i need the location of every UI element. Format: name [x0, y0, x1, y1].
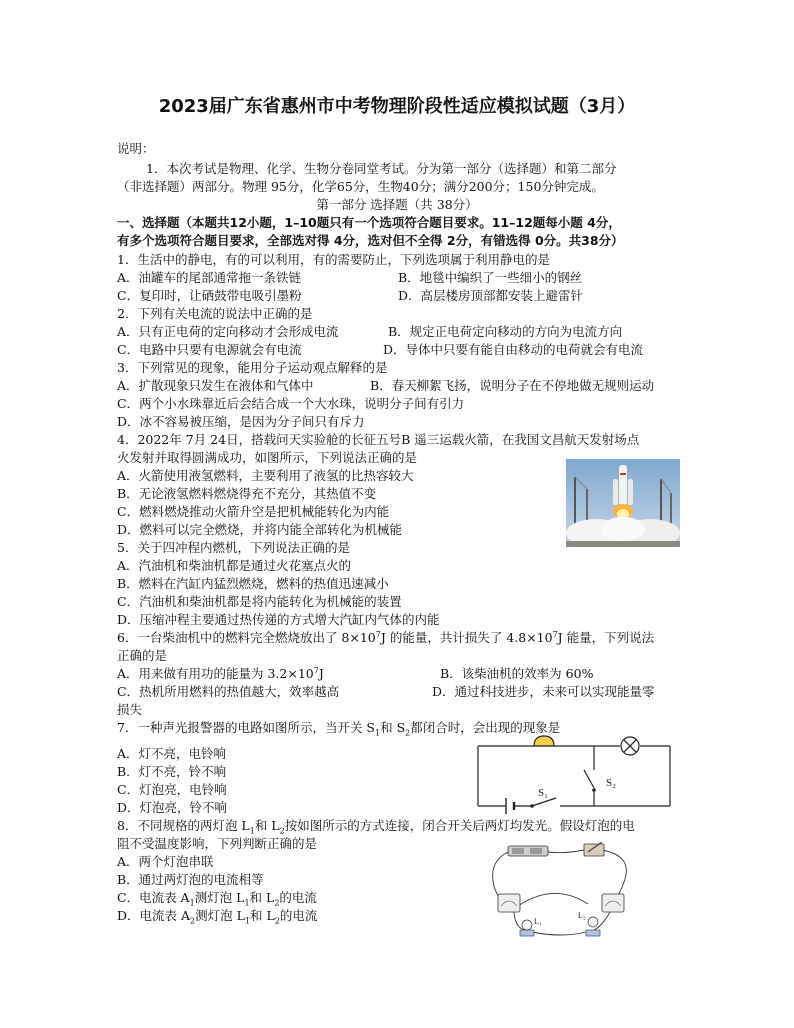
- q1-option-c: C．复印时，让硒鼓带电吸引墨粉: [117, 288, 302, 303]
- q2-option-b: B．规定正电荷定向移动的方向为电流方向: [388, 324, 623, 339]
- notes-line-1: 1．本次考试是物理、化学、生物分卷同堂考试。分为第一部分（选择题）和第二部分: [146, 161, 617, 176]
- section-1-instructions-2: 有多个选项符合题目要求，全部选对得 4分，选对但不全得 2分，有错选得 0分。共38分）: [117, 233, 624, 248]
- q6-option-c: C．热机所用燃料的热值越大，效率越高: [117, 684, 340, 699]
- q1-option-d: D．高层楼房顶部都安装上避雷针: [398, 288, 584, 303]
- q4-stem-1: 4．2022年 7月 24日，搭载问天实验舱的长征五号B 遥三运载火箭，在我国文昌航天发射场点: [117, 432, 640, 447]
- q3-option-a: A．扩散现象只发生在液体和气体中: [117, 378, 314, 393]
- q6-option-a: A．用来做有用功的能量为 $3.2\times 10^7J$: [117, 665, 324, 681]
- bulb-l1-label: L₁: [534, 917, 542, 926]
- q8-option-c: C．电流表 $A_1$测灯泡 $L_1$和 $L_2$的电流: [117, 890, 317, 908]
- q6-option-d-2: 损失: [117, 702, 143, 717]
- q6-option-b: B．该柴油机的效率为 60%: [440, 666, 594, 681]
- q2-option-a: A．只有正电荷的定向移动才会形成电流: [117, 324, 339, 339]
- two-bulb-circuit-diagram: [484, 842, 640, 942]
- q8-stem-1: 8．不同规格的两灯泡 $L_1$和 $L_2$按如图所示的方式连接，闭合开关后两灯均发光。假设灯泡的电: [117, 818, 635, 836]
- notes-heading: 说明：: [117, 141, 155, 156]
- q3-option-c: C．两个小水珠靠近后会结合成一个大水珠，说明分子间有引力: [117, 396, 465, 411]
- q7-option-a: A．灯不亮，电铃响: [117, 746, 227, 761]
- q3-stem: 3．下列常见的现象，能用分子运动观点解释的是: [117, 360, 388, 375]
- q6-option-d-1: D．通过科技进步，未来可以实现能量零: [432, 684, 655, 699]
- part-1-heading: 第一部分 选择题（共 38分）: [316, 197, 478, 212]
- q2-stem: 2．下列有关电流的说法中正确的是: [117, 306, 313, 321]
- page-title: 2023届广东省惠州市中考物理阶段性适应模拟试题（3月）: [158, 96, 636, 117]
- q1-stem: 1．生活中的静电，有的可以利用，有的需要防止，下列选项属于利用静电的是: [117, 252, 550, 267]
- q4-option-b: B．无论液氢燃料燃烧得充不充分，其热值不变: [117, 486, 377, 501]
- q2-option-d: D．导体中只要有能自由移动的电荷就会有电流: [383, 342, 644, 357]
- q5-option-a: A．汽油机和柴油机都是通过火花塞点火的: [117, 558, 352, 573]
- q3-option-b: B．春天柳絮飞扬，说明分子在不停地做无规则运动: [370, 378, 655, 393]
- q2-option-c: C．电路中只要有电源就会有电流: [117, 342, 302, 357]
- q6-stem-2: 正确的是: [117, 648, 168, 663]
- notes-line-2: （非选择题）两部分。物理 95分，化学65分，生物40分；满分200分；150分钟完成。: [117, 179, 604, 194]
- q1-option-b: B．地毯中编织了一些细小的钢丝: [398, 270, 583, 285]
- q4-stem-2: 火发射并取得圆满成功，如图所示，下列说法正确的是: [117, 450, 418, 465]
- q5-option-d: D．压缩冲程主要通过热传递的方式增大汽缸内气体的内能: [117, 612, 440, 627]
- q7-option-c: C．灯泡亮，电铃响: [117, 782, 227, 797]
- rocket-launch-photo: [566, 459, 680, 547]
- q6-stem-1: 6．一台柴油机中的燃料完全燃烧放出了 $8\times 10^7J$ 的能量，共计损失了 $4.8\times 10^7J$ 能量，下列说法: [117, 629, 655, 645]
- q5-option-b: B．燃料在汽缸内猛烈燃烧，燃料的热值迅速减小: [117, 576, 389, 591]
- bulb-l2-label: L₂: [578, 911, 586, 920]
- switch-s2-label: S₂: [606, 777, 616, 789]
- q4-option-a: A．火箭使用液氢燃料，主要利用了液氢的比热容较大: [117, 468, 414, 483]
- q8-option-a: A．两个灯泡串联: [117, 854, 214, 869]
- q5-stem: 5．关于四冲程内燃机，下列说法正确的是: [117, 540, 350, 555]
- q8-option-d: D．电流表 $A_2$测灯泡 $L_1$和 $L_2$的电流: [117, 908, 318, 926]
- alarm-circuit-diagram: [470, 734, 680, 816]
- switch-s1-label: S₁: [538, 787, 548, 799]
- q5-option-c: C．汽油机和柴油机都是将内能转化为机械能的装置: [117, 594, 402, 609]
- q3-option-d: D．冰不容易被压缩，是因为分子间只有斥力: [117, 414, 365, 429]
- q7-option-d: D．灯泡亮，铃不响: [117, 800, 228, 815]
- q1-option-a: A．油罐车的尾部通常拖一条铁链: [117, 270, 302, 285]
- section-1-instructions-1: 一、选择题（本题共12小题，1–10题只有一个选项符合题目要求。11–12题每小题 4分，: [117, 215, 621, 230]
- q7-stem: 7．一种声光报警器的电路如图所示，当开关 $S_1$和 $S_2$都闭合时，会出现的现象是: [117, 720, 561, 738]
- q4-option-c: C．燃料燃烧推动火箭升空是把机械能转化为内能: [117, 504, 390, 519]
- q8-stem-2: 阻不受温度影响，下列判断正确的是: [117, 836, 318, 851]
- q4-option-d: D．燃料可以完全燃烧，并将内能全部转化为机械能: [117, 522, 403, 537]
- q8-option-b: B．通过两灯泡的电流相等: [117, 872, 264, 887]
- q7-option-b: B．灯不亮，铃不响: [117, 764, 227, 779]
